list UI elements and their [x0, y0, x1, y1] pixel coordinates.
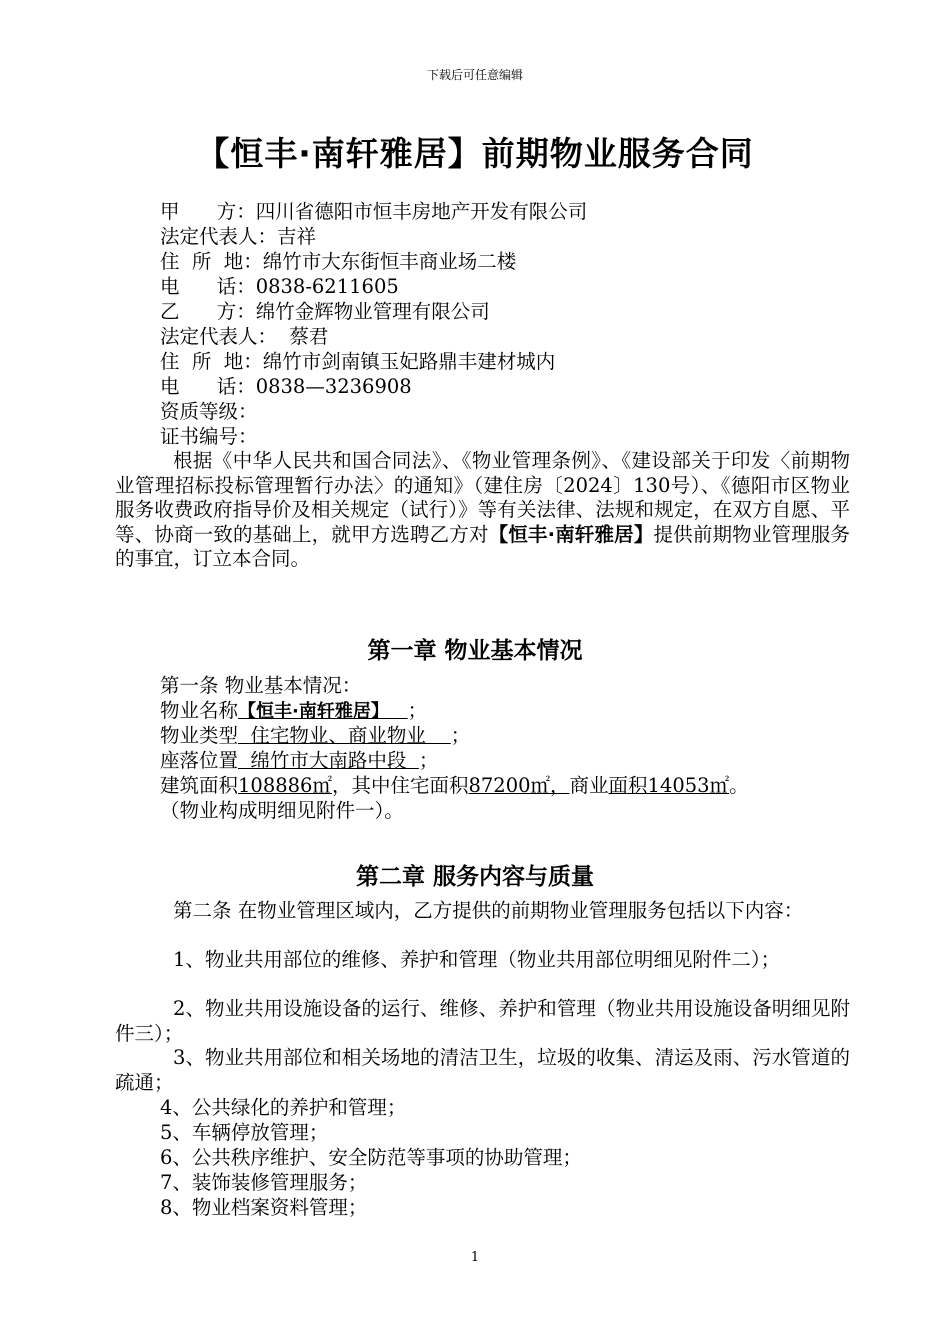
party-a-name: 甲 方：四川省德阳市恒丰房地产开发有限公司	[160, 200, 588, 223]
service-item: 4、公共绿化的养护和管理；	[160, 1096, 407, 1119]
party-b-phone: 电 话：0838—3236908	[160, 375, 412, 398]
page-number: 1	[470, 1250, 480, 1265]
property-composition-note: （物业构成明细见附件一）。	[160, 799, 404, 822]
service-item: 1、物业共用部位的维修、养护和管理（物业共用部位明细见附件二）；	[173, 948, 781, 971]
service-item: 7、装饰装修管理服务；	[160, 1171, 368, 1194]
commercial-area-value: 面积14053㎡	[608, 774, 730, 797]
property-location-value: 绵竹市大南路中段	[238, 749, 419, 772]
article-2: 第二条 在物业管理区域内，乙方提供的前期物业管理服务包括以下内容：	[173, 899, 804, 922]
property-name-line: 物业名称【恒丰·南轩雅居】 ；	[160, 699, 428, 722]
property-name-value: 【恒丰·南轩雅居】	[238, 701, 408, 722]
total-area-value: 108886㎡	[238, 774, 332, 797]
residential-area-value: 87200㎡，	[468, 774, 570, 797]
chapter-2-heading: 第二章 服务内容与质量	[355, 864, 594, 890]
article-1: 第一条 物业基本情况：	[160, 674, 362, 697]
party-a-phone: 电 话：0838-6211605	[160, 275, 399, 298]
header-note: 下载后可任意编辑	[426, 68, 523, 82]
party-b-name: 乙 方：绵竹金辉物业管理有限公司	[160, 300, 490, 323]
qualification-level: 资质等级：	[160, 400, 258, 423]
preamble-property-name: 【恒丰·南轩雅居】	[488, 522, 654, 546]
service-item: 3、物业共用部位和相关场地的清洁卫生，垃圾的收集、清运及雨、污水管道的疏通；	[115, 1046, 850, 1094]
document-title: 【恒丰·南轩雅居】前期物业服务合同	[196, 134, 754, 173]
party-a-address: 住 所 地：绵竹市大东街恒丰商业场二楼	[160, 250, 517, 273]
property-location-line: 座落位置 绵竹市大南路中段 ；	[160, 749, 439, 772]
party-b-representative: 法定代表人： 蔡君	[160, 325, 329, 348]
preamble-text-before: 根据《中华人民共和国合同法》、《物业管理条例》、《建设部关于印发〈前期物业管理招标投标管理暂行办法〉的通知》（建住房〔2024〕130号）、《德阳市区物业服务收费政府指导价及相关规定（试行）》等有关法律、法规和规定，在双方自愿、平等、协商一致的基础上，就甲方选聘乙方对	[115, 449, 850, 546]
property-type-line: 物业类型 住宅物业、商业物业 ；	[160, 724, 471, 747]
party-a-representative: 法定代表人：吉祥	[160, 225, 317, 248]
property-type-value: 住宅物业、商业物业	[238, 724, 451, 747]
service-item: 5、车辆停放管理；	[160, 1121, 329, 1144]
preamble-paragraph	[115, 449, 850, 572]
service-item: 6、公共秩序维护、安全防范等事项的协助管理；	[160, 1146, 582, 1169]
certificate-number: 证书编号：	[160, 425, 258, 448]
party-b-address: 住 所 地：绵竹市剑南镇玉妃路鼎丰建材城内	[160, 350, 556, 373]
preamble-text-after: 提供前期物业管理服务的事宜，订立本合同。	[115, 522, 850, 570]
service-item: 2、物业共用设施设备的运行、维修、养护和管理（物业共用设施设备明细见附件三）；	[115, 997, 850, 1045]
building-area-line: 建筑面积108886㎡，其中住宅面积87200㎡，商业面积14053㎡。	[160, 774, 749, 797]
chapter-1-heading: 第一章 物业基本情况	[367, 638, 583, 664]
service-item: 8、物业档案资料管理；	[160, 1196, 368, 1219]
